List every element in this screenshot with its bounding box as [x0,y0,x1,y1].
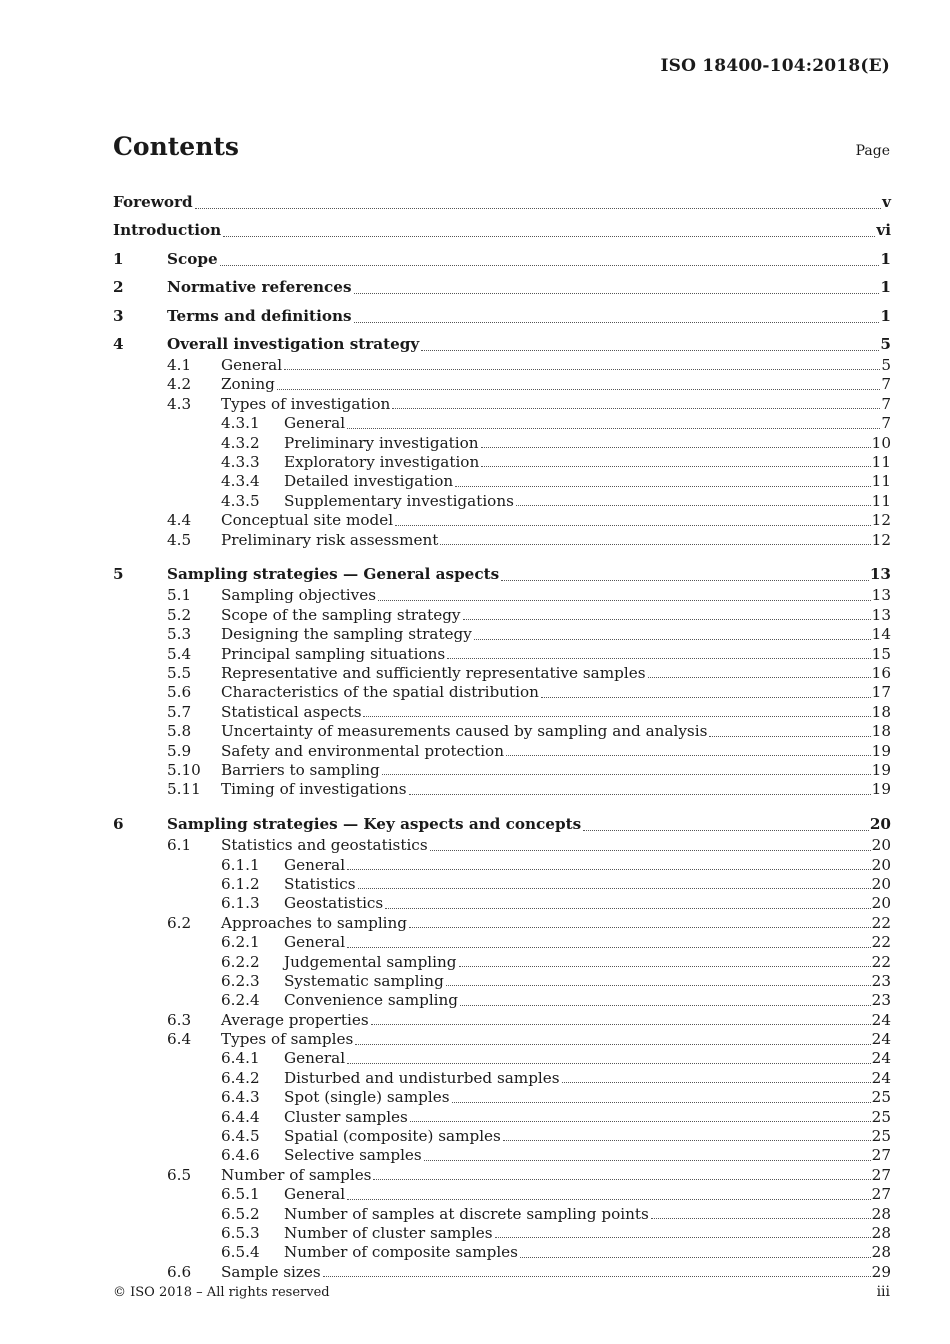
dot-leader [223,235,875,237]
dot-leader [446,984,871,986]
toc-entry-title: General [284,933,346,952]
dot-leader [447,657,870,659]
toc-entry[interactable] [113,1243,891,1262]
toc-entry-title: Scope [167,249,218,268]
dot-leader [506,754,871,756]
toc-entry-title: Foreword [113,192,193,211]
toc-entry-title: Terms and definitions [167,306,352,325]
dot-leader [195,207,882,209]
toc-entry-number: 6.4.1 [221,1049,260,1068]
toc-entry-number: 6.5.3 [221,1224,260,1242]
toc-entry-page: 24 [871,1010,891,1029]
toc-entry-number: 2 [113,278,124,296]
toc-entry-title: Barriers to sampling [221,760,380,779]
toc-entry-title: Safety and environmental protection [221,741,504,760]
footer-page-number: iii [876,1284,890,1300]
toc-entry[interactable] [113,664,891,683]
dot-leader [430,849,871,851]
toc-entry[interactable] [113,1263,891,1282]
toc-entry-number: 4.3.5 [221,491,260,510]
toc-entry-page: 27 [871,1185,891,1204]
toc-entry-number: 6.2.1 [221,933,260,952]
toc-entry-number: 4.1 [167,355,192,374]
toc-entry[interactable] [113,836,891,855]
contents-heading: Contents [113,132,240,161]
dot-leader [541,696,871,698]
toc-entry-title: Judgemental sampling [284,952,457,971]
toc-entry-title: General [221,355,283,374]
dot-leader [709,735,870,737]
dot-leader [651,1217,871,1219]
dot-leader [452,1101,871,1103]
dot-leader [354,321,880,323]
toc-entry[interactable] [113,328,891,357]
toc-entry[interactable] [113,299,891,328]
dot-leader [440,543,870,545]
toc-entry-page: 13 [869,565,891,584]
dot-leader [648,676,871,678]
toc-entry-page: 19 [871,760,891,779]
dot-leader [516,504,871,506]
toc-entry-title: Number of samples [221,1165,372,1184]
document-id-header: ISO 18400-104:2018(E) [660,56,890,76]
toc-entry[interactable] [113,1050,891,1069]
toc-entry-page: 19 [871,741,891,760]
toc-entry-title: General [284,855,346,874]
toc-entry[interactable] [113,808,891,837]
toc-entry[interactable] [113,242,891,271]
toc-entry-page: 20 [869,815,891,834]
toc-entry[interactable] [113,722,891,741]
toc-entry-page: 27 [871,1146,891,1165]
toc-entry-title: Spot (single) samples [284,1088,450,1107]
dot-leader [355,1043,870,1045]
toc-entry-page: 22 [871,913,891,932]
toc-entry-number: 5.7 [167,702,192,721]
toc-entry-number: 6.6 [167,1262,192,1281]
toc-entry[interactable] [113,1205,891,1224]
dot-leader [409,793,871,795]
toc-entry-page: 20 [871,874,891,893]
toc-entry-page: 1 [880,278,891,296]
toc-entry-page: 7 [881,375,891,394]
toc-entry-number: 6.2.4 [221,991,260,1010]
toc-entry-title: General [284,1049,346,1068]
dot-leader [583,829,869,831]
toc-entry[interactable] [113,492,891,511]
toc-entry-page: 24 [871,1068,891,1087]
toc-entry-page: 14 [871,625,891,644]
toc-entry-page: 18 [871,702,891,721]
dot-leader [347,1198,871,1200]
toc-entry-title: Number of samples at discrete sampling points [284,1204,649,1223]
dot-leader [501,579,869,581]
toc-entry-page: 22 [871,952,891,971]
toc-entry-page: 29 [871,1262,891,1281]
toc-entry-page: 11 [871,472,891,491]
toc-entry-title: Sample sizes [221,1262,321,1281]
toc-entry[interactable] [113,586,891,605]
toc-entry-title: Sampling objectives [221,586,377,605]
toc-entry[interactable] [113,434,891,453]
toc-entry-number: 5.2 [167,605,192,624]
toc-entry[interactable] [113,761,891,780]
toc-entry[interactable] [113,1146,891,1165]
toc-entry[interactable] [113,414,891,433]
toc-entry-title: Uncertainty of measurements caused by sampling and analysis [221,722,708,741]
toc-entry-page: 17 [871,683,891,702]
toc-entry-page: 25 [871,1088,891,1107]
toc-entry-title: Convenience sampling [284,991,459,1010]
toc-entry-title: Number of composite samples [284,1243,518,1262]
dot-leader [347,868,871,870]
toc-entry[interactable] [113,742,891,761]
toc-entry-page: vi [876,221,891,239]
toc-entry-number: 6.5 [167,1165,192,1184]
toc-entry-number: 4.3.2 [221,433,260,452]
dot-leader [284,368,880,370]
toc-entry-number: 4.4 [167,511,192,530]
toc-entry[interactable] [113,1069,891,1088]
toc-entry-title: Number of cluster samples [284,1224,493,1242]
toc-entry-page: 7 [881,394,891,413]
toc-entry-number: 6.4.4 [221,1107,260,1126]
dot-leader [220,264,880,266]
toc-entry-title: Spatial (composite) samples [284,1127,501,1146]
toc-entry-number: 3 [113,306,124,325]
dot-leader [459,965,871,967]
toc-entry[interactable] [113,972,891,991]
toc-entry-title: Types of investigation [221,394,391,413]
toc-entry-page: 24 [871,1030,891,1049]
dot-leader [347,946,871,948]
toc-entry-title: Systematic sampling [284,971,444,990]
dot-leader [392,407,880,409]
toc-entry-page: v [882,192,891,211]
toc-entry-page: 24 [871,1049,891,1068]
toc-entry-title: Preliminary risk assessment [221,530,439,549]
toc-entry[interactable] [113,395,891,414]
toc-entry-title: Geostatistics [284,894,384,913]
toc-entry-number: 5 [113,565,124,584]
dot-leader [455,485,870,487]
toc-entry-page: 20 [871,855,891,874]
dot-leader [347,427,880,429]
toc-entry-number: 6.3 [167,1010,192,1029]
footer-copyright: © ISO 2018 – All rights reserved [113,1285,330,1300]
toc-entry-number: 5.6 [167,683,192,702]
toc-entry-number: 6.1.1 [221,855,260,874]
toc-entry-number: 6.2.2 [221,952,260,971]
toc-entry-title: Disturbed and undisturbed samples [284,1068,560,1087]
toc-entry-page: 12 [871,530,891,549]
toc-entry[interactable] [113,1166,891,1185]
toc-entry[interactable] [113,875,891,894]
toc-entry-title: Conceptual site model [221,511,394,530]
toc-entry[interactable] [113,1185,891,1204]
toc-entry-page: 25 [871,1127,891,1146]
dot-leader [347,1062,871,1064]
toc-entry-number: 4.3.4 [221,472,260,491]
toc-entry-page: 22 [871,933,891,952]
toc-entry-number: 4.3.1 [221,414,260,433]
dot-leader [358,887,871,889]
toc-entry[interactable] [113,894,891,913]
toc-entry[interactable] [113,1088,891,1107]
toc-entry[interactable] [113,375,891,394]
toc-entry-title: Cluster samples [284,1107,408,1126]
toc-entry-page: 11 [871,452,891,471]
toc-entry[interactable] [113,511,891,530]
toc-entry-page: 1 [880,249,891,268]
toc-entry-number: 6.1.3 [221,894,260,913]
toc-entry-title: General [284,1185,346,1204]
toc-entry-number: 6.5.4 [221,1243,260,1262]
toc-entry[interactable] [113,1011,891,1030]
toc-entry-number: 6.1.2 [221,874,260,893]
dot-leader [323,1275,871,1277]
toc-entry-number: 5.9 [167,741,192,760]
dot-leader [562,1081,871,1083]
toc-entry[interactable] [113,1224,891,1243]
toc-entry-number: 5.11 [167,780,201,799]
toc-entry[interactable] [113,472,891,491]
toc-entry-page: 7 [881,414,891,433]
toc-entry-title: Representative and sufficiently representative samples [221,663,646,682]
toc-entry-page: 11 [871,491,891,510]
dot-leader [395,524,871,526]
toc-entry-title: Zoning [221,375,275,394]
dot-leader [520,1256,871,1258]
toc-entry-number: 6.2 [167,913,192,932]
toc-entry-page: 20 [871,894,891,913]
toc-entry-title: Designing the sampling strategy [221,625,472,644]
toc-entry-page: 18 [871,722,891,741]
toc-entry-number: 4.5 [167,530,192,549]
toc-entry[interactable] [113,625,891,644]
dot-leader [373,1178,870,1180]
toc-entry-page: 16 [871,663,891,682]
toc-entry-page: 10 [871,433,891,452]
dot-leader [382,773,871,775]
toc-entry[interactable] [113,683,891,702]
dot-leader [410,1120,871,1122]
toc-entry[interactable] [113,1127,891,1146]
toc-entry-title: Timing of investigations [221,780,407,799]
toc-entry-number: 5.8 [167,722,192,741]
toc-entry-number: 6.4.2 [221,1068,260,1087]
toc-entry[interactable] [113,933,891,952]
toc-entry-title: Selective samples [284,1146,422,1165]
toc-entry-number: 6 [113,815,124,834]
toc-entry-number: 6.5.1 [221,1185,260,1204]
toc-entry[interactable] [113,531,891,550]
toc-entry-page: 13 [871,605,891,624]
toc-entry-number: 5.4 [167,644,192,663]
toc-entry-number: 5.5 [167,663,192,682]
toc-entry-title: Types of samples [221,1030,354,1049]
toc-entry-page: 23 [871,971,891,990]
toc-entry[interactable] [113,780,891,799]
toc-entry-page: 28 [871,1243,891,1262]
toc-entry-number: 5.10 [167,760,201,779]
toc-entry-page: 1 [880,306,891,325]
toc-entry[interactable] [113,453,891,472]
dot-leader [481,465,870,467]
toc-entry-title: Overall investigation strategy [167,335,420,353]
toc-entry-page: 19 [871,780,891,799]
toc-entry-number: 6.4.5 [221,1127,260,1146]
table-of-contents [113,185,891,1282]
toc-entry[interactable] [113,1108,891,1127]
toc-entry[interactable] [113,914,891,933]
toc-entry-page: 12 [871,511,891,530]
toc-entry[interactable] [113,214,891,243]
toc-entry-title: Statistics and geostatistics [221,836,428,855]
toc-entry[interactable] [113,185,891,214]
page-column-label: Page [855,143,890,159]
toc-entry-title: Approaches to sampling [221,913,408,932]
toc-entry-title: Normative references [167,278,352,296]
toc-entry-number: 4.3 [167,394,192,413]
toc-entry-page: 13 [871,586,891,605]
toc-entry-number: 6.4.6 [221,1146,260,1165]
toc-entry-page: 20 [871,836,891,855]
toc-entry-number: 5.1 [167,586,192,605]
toc-entry-title: General [284,414,346,433]
toc-entry[interactable] [113,356,891,375]
dot-leader [354,292,880,294]
dot-leader [474,638,871,640]
dot-leader [495,1236,871,1238]
toc-entry[interactable] [113,645,891,664]
toc-entry-title: Detailed investigation [284,472,454,491]
toc-entry[interactable] [113,271,891,300]
toc-entry-number: 6.1 [167,836,192,855]
toc-entry[interactable] [113,606,891,625]
dot-leader [481,446,871,448]
toc-entry-page: 28 [871,1224,891,1242]
dot-leader [460,1004,871,1006]
dot-leader [371,1023,871,1025]
toc-entry-number: 1 [113,249,124,268]
toc-entry-number: 6.4.3 [221,1088,260,1107]
toc-entry[interactable] [113,703,891,722]
toc-entry-number: 6.2.3 [221,971,260,990]
toc-entry-title: Statistics [284,874,356,893]
toc-entry-title: Preliminary investigation [284,433,479,452]
dot-leader [378,599,871,601]
toc-entry-title: Sampling strategies — General aspects [167,565,500,584]
toc-entry-title: Scope of the sampling strategy [221,605,461,624]
toc-entry[interactable] [113,953,891,972]
dot-leader [424,1159,871,1161]
dot-leader [363,715,870,717]
toc-entry-title: Statistical aspects [221,702,362,721]
toc-entry-title: Average properties [221,1010,369,1029]
toc-entry-number: 4.3.3 [221,452,260,471]
dot-leader [503,1139,871,1141]
toc-entry[interactable] [113,558,891,587]
dot-leader [463,618,871,620]
toc-entry-title: Supplementary investigations [284,491,514,510]
toc-entry-number: 5.3 [167,625,192,644]
toc-entry-number: 4.2 [167,375,192,394]
toc-entry-page: 5 [881,355,891,374]
dot-leader [277,388,880,390]
toc-entry-title: Introduction [113,221,222,239]
toc-entry-page: 23 [871,991,891,1010]
dot-leader [385,907,870,909]
toc-entry-title: Principal sampling situations [221,644,446,663]
toc-entry-page: 27 [871,1165,891,1184]
toc-entry-title: Exploratory investigation [284,452,480,471]
toc-entry-page: 28 [871,1204,891,1223]
toc-entry-title: Characteristics of the spatial distribution [221,683,539,702]
toc-entry[interactable] [113,856,891,875]
toc-entry-page: 5 [880,335,891,353]
toc-entry-number: 6.4 [167,1030,192,1049]
dot-leader [421,349,879,351]
toc-entry-number: 4 [113,335,124,353]
dot-leader [409,926,871,928]
toc-entry-number: 6.5.2 [221,1204,260,1223]
toc-entry[interactable] [113,991,891,1010]
toc-entry-page: 15 [871,644,891,663]
toc-entry-title: Sampling strategies — Key aspects and concepts [167,815,582,834]
toc-entry-page: 25 [871,1107,891,1126]
toc-entry[interactable] [113,1030,891,1049]
